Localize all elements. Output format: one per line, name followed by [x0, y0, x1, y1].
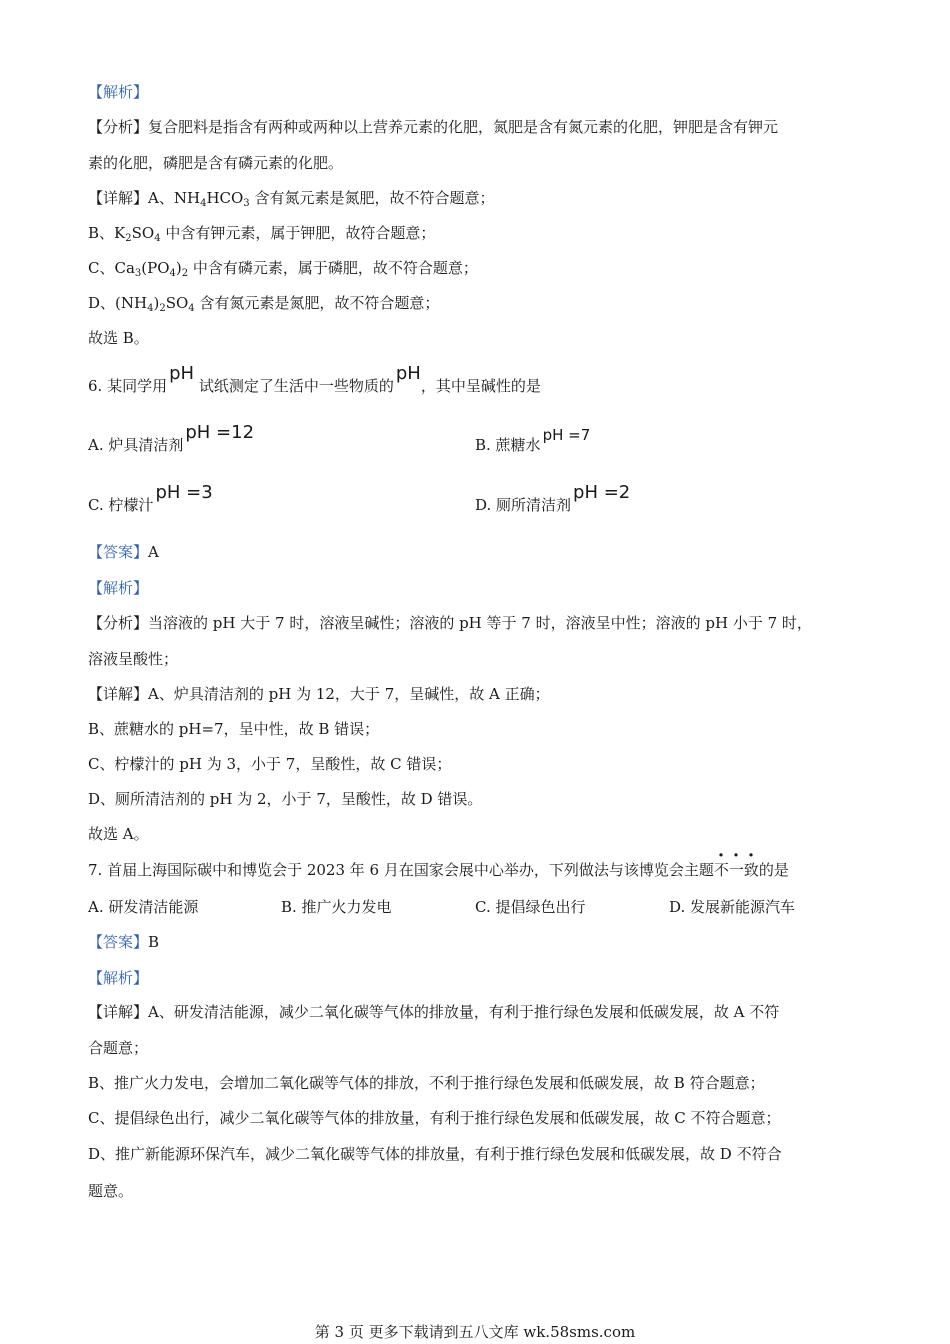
analysis-tag: 【解析】	[88, 83, 149, 101]
footer-text: 第 3 页 更多下载请到五八文库 wk.58sms.com	[314, 1323, 636, 1341]
question-6-stem	[88, 363, 541, 397]
detail-line-b	[88, 718, 379, 740]
detail-text: 题意。	[88, 1182, 134, 1200]
question-7-stem	[88, 859, 789, 881]
fenxi-line-continued	[88, 152, 343, 174]
fenxi-text-continued: 素的化肥，磷肥是含有磷元素的化肥。	[88, 154, 344, 172]
analysis-tag: 【解析】	[88, 969, 149, 987]
ph-formula: pH	[395, 363, 421, 384]
conclusion-line	[88, 823, 149, 845]
detail-line-b	[88, 222, 435, 250]
detail-line-a	[88, 683, 550, 705]
option-label: A. 炉具清洁剂	[88, 436, 184, 454]
option-c	[88, 482, 213, 516]
option-a	[88, 422, 255, 456]
emphasized-char: 一	[728, 861, 744, 879]
ph-formula: pH =2	[573, 482, 631, 503]
detail-line-d	[88, 292, 439, 320]
detail-line-d	[88, 1143, 782, 1165]
subscript: 2	[159, 303, 166, 314]
stem-text: ，其中呈碱性的是	[420, 377, 541, 395]
analysis-heading	[88, 577, 148, 599]
text: (PO	[141, 259, 170, 277]
option-label: C. 提倡绿色出行	[475, 898, 586, 916]
text: 中含有磷元素，属于磷肥，故不符合题意；	[188, 259, 478, 277]
answer-value: B	[148, 933, 160, 951]
conclusion-text: 故选 A。	[88, 825, 149, 843]
analysis-tag: 【解析】	[88, 579, 149, 597]
fenxi-text: 当溶液的 pH 大于 7 时，溶液呈碱性；溶液的 pH 等于 7 时，溶液呈中性；溶液的 pH 小于 7 时，	[148, 614, 812, 632]
text: 含有氮元素是氮肥，故不符合题意；	[194, 294, 440, 312]
stem-text: 试纸测定了生活中一些物质的	[194, 377, 394, 395]
option-b	[281, 896, 392, 918]
fenxi-line	[88, 116, 778, 138]
text: 中含有钾元素，属于钾肥，故符合题意；	[160, 224, 436, 242]
detail-line-c	[88, 1107, 781, 1129]
detail-text: A、研发清洁能源，减少二氧化碳等气体的排放量，有利于推行绿色发展和低碳发展，故 A 不符	[148, 1003, 780, 1021]
detail-text: 合题意；	[88, 1039, 149, 1057]
detail-text: B、蔗糖水的 pH=7，呈中性，故 B 错误；	[88, 720, 380, 738]
text: )	[153, 294, 160, 312]
detail-line-a-continued	[88, 1037, 148, 1059]
fenxi-line	[88, 612, 812, 634]
text: HCO	[206, 189, 244, 207]
detail-line-c	[88, 257, 478, 285]
answer-tag: 【答案】	[88, 933, 149, 951]
text: C、Ca	[88, 259, 135, 277]
text: SO	[131, 224, 155, 242]
option-a	[88, 896, 198, 918]
answer-tag: 【答案】	[88, 543, 149, 561]
option-b	[475, 426, 591, 456]
answer-line	[88, 931, 159, 953]
detail-line-b	[88, 1072, 765, 1094]
page-footer	[0, 1322, 950, 1342]
option-label: D. 发展新能源汽车	[669, 898, 796, 916]
answer-value: A	[148, 543, 159, 561]
option-label: A. 研发清洁能源	[88, 898, 199, 916]
option-label: D. 厕所清洁剂	[475, 496, 572, 514]
detail-text: C、柠檬汁的 pH 为 3，小于 7，呈酸性，故 C 错误；	[88, 755, 452, 773]
subscript: 4	[169, 268, 176, 279]
detail-tag: 【详解】	[88, 1003, 149, 1021]
option-c	[475, 896, 585, 918]
option-label: B. 推广火力发电	[281, 898, 392, 916]
detail-text: A、炉具清洁剂的 pH 为 12，大于 7，呈碱性，故 A 正确；	[148, 685, 550, 703]
text: D、(NH	[88, 294, 148, 312]
option-label: B. 蔗糖水	[475, 436, 541, 454]
subscript: 3	[243, 198, 250, 209]
analysis-heading	[88, 967, 148, 989]
detail-text: C、提倡绿色出行，减少二氧化碳等气体的排放量，有利于推行绿色发展和低碳发展，故 C 不符合题意；	[88, 1109, 781, 1127]
option-d	[669, 896, 795, 918]
option-label: C. 柠檬汁	[88, 496, 154, 514]
detail-line-d	[88, 788, 482, 810]
detail-tag: 【详解】	[88, 685, 149, 703]
detail-text: B、推广火力发电，会增加二氧化碳等气体的排放，不利于推行绿色发展和低碳发展，故 B 符合题意；	[88, 1074, 765, 1092]
analysis-heading	[88, 81, 148, 103]
ph-formula: pH =7	[542, 426, 591, 444]
detail-text: D、推广新能源环保汽车，减少二氧化碳等气体的排放量，有利于推行绿色发展和低碳发展，故 D 不符合	[88, 1145, 782, 1163]
fenxi-line-continued	[88, 648, 178, 670]
stem-text: 7. 首届上海国际碳中和博览会于 2023 年 6 月在国家会展中心举办，下列做法与该博览会主题	[88, 861, 714, 879]
subscript: 4	[200, 198, 207, 209]
ph-formula: pH =3	[155, 482, 213, 503]
fenxi-tag: 【分析】	[88, 118, 149, 136]
detail-tag: 【详解】	[88, 189, 149, 207]
text: B、K	[88, 224, 126, 242]
detail-line-d-continued	[88, 1180, 133, 1202]
text: 含有氮元素是氮肥，故不符合题意；	[249, 189, 495, 207]
text: )	[175, 259, 182, 277]
option-d	[475, 482, 631, 516]
emphasized-char: 致	[743, 861, 759, 879]
text: A、NH	[148, 189, 201, 207]
fenxi-text-continued: 溶液呈酸性；	[88, 650, 179, 668]
subscript: 2	[125, 233, 132, 244]
subscript: 4	[147, 303, 154, 314]
detail-line-a	[88, 187, 494, 215]
detail-text: D、厕所清洁剂的 pH 为 2，小于 7，呈酸性，故 D 错误。	[88, 790, 483, 808]
detail-line-c	[88, 753, 451, 775]
ph-formula: pH =12	[185, 422, 255, 443]
conclusion-text: 故选 B。	[88, 329, 149, 347]
ph-formula: pH	[169, 363, 195, 384]
stem-text: 的是	[758, 861, 789, 879]
subscript: 3	[134, 268, 142, 279]
stem-text: 6. 某同学用	[88, 377, 168, 395]
fenxi-tag: 【分析】	[88, 614, 149, 632]
answer-line	[88, 541, 159, 563]
subscript: 2	[181, 268, 189, 279]
conclusion-line	[88, 327, 149, 349]
subscript: 4	[188, 303, 195, 314]
subscript: 4	[154, 233, 161, 244]
detail-line-a	[88, 1001, 779, 1023]
emphasized-char: 不	[713, 861, 729, 879]
text: SO	[165, 294, 189, 312]
fenxi-text: 复合肥料是指含有两种或两种以上营养元素的化肥，氮肥是含有氮元素的化肥，钾肥是含有钾元	[148, 118, 779, 136]
